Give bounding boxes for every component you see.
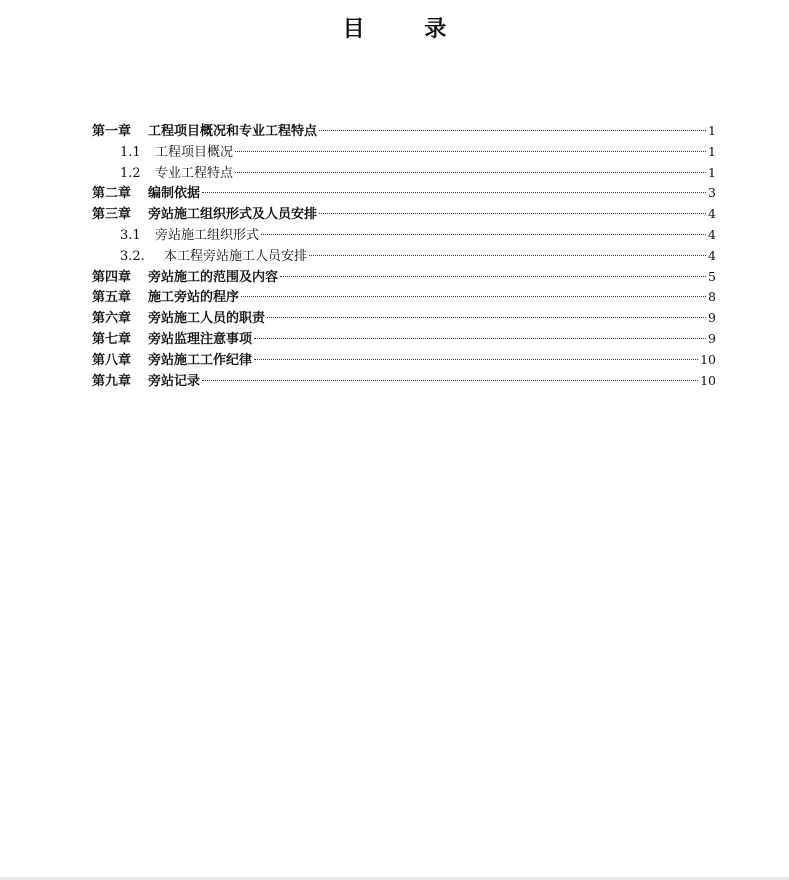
toc-dot-leader	[319, 213, 706, 214]
toc-entry-number: 第二章	[92, 186, 132, 202]
toc-entry-number: 第七章	[92, 331, 132, 347]
toc-entry-title: 旁站记录	[148, 373, 201, 389]
toc-entry-label	[120, 247, 307, 268]
toc-page-number: 8	[708, 289, 716, 305]
toc-dot-leader	[261, 234, 706, 235]
toc-page-number: 4	[708, 206, 716, 222]
toc-entry-label	[92, 309, 265, 330]
toc-entry-title: 旁站施工组织形式及人员安排	[148, 207, 318, 223]
toc-chapter-entry[interactable]	[92, 371, 716, 392]
toc-entry-title: 专业工程特点	[155, 165, 234, 181]
toc-entry-title: 旁站监理注意事项	[148, 331, 253, 347]
toc-entry-label	[92, 122, 317, 143]
toc-page-number: 4	[708, 226, 716, 242]
toc-dot-leader	[319, 130, 706, 131]
toc-chapter-entry[interactable]	[92, 287, 716, 308]
toc-page-number: 1	[708, 143, 716, 159]
toc-page-number: 1	[708, 123, 716, 138]
toc-page-number: 1	[708, 164, 716, 180]
toc-entry-title: 旁站施工工作纪律	[148, 352, 253, 368]
toc-section-entry[interactable]	[92, 225, 716, 246]
toc-page-number: 4	[708, 247, 716, 263]
toc-section-entry[interactable]	[92, 246, 716, 267]
toc-dot-leader	[241, 296, 706, 297]
toc-entry-number: 3.2.	[120, 248, 145, 264]
toc-dot-leader	[202, 380, 698, 381]
toc-entry-label	[92, 330, 252, 351]
toc-dot-leader	[202, 192, 706, 193]
toc-entry-title: 旁站施工的范围及内容	[148, 269, 279, 285]
toc-page-number: 9	[708, 330, 716, 346]
toc-entry-title: 工程项目概况	[155, 144, 234, 160]
toc-chapter-entry[interactable]	[92, 350, 716, 371]
toc-entry-title: 旁站施工人员的职责	[148, 311, 266, 327]
toc-dot-leader	[235, 172, 706, 173]
toc-entry-title: 本工程旁站施工人员安排	[164, 248, 308, 264]
toc-entry-number: 第九章	[92, 373, 132, 389]
toc-page-number: 10	[700, 351, 716, 367]
toc-entry-label	[120, 143, 233, 164]
toc-dot-leader	[280, 276, 706, 277]
toc-entry-number: 第五章	[92, 290, 132, 306]
toc-entry-title: 旁站施工组织形式	[155, 227, 260, 243]
toc-section-entry[interactable]	[92, 163, 716, 184]
toc-entry-number: 第八章	[92, 352, 132, 368]
toc-entry-number: 第四章	[92, 269, 132, 285]
toc-entry-label	[92, 184, 200, 205]
toc-chapter-entry[interactable]	[92, 267, 716, 288]
toc-entry-title: 编制依据	[148, 186, 201, 202]
toc-dot-leader	[235, 151, 706, 152]
toc-entry-label	[92, 288, 239, 309]
toc-entry-label	[120, 164, 233, 185]
toc-dot-leader	[267, 317, 706, 318]
toc-entry-title: 施工旁站的程序	[148, 290, 240, 306]
toc-title: 目 录	[342, 16, 473, 42]
toc-page-number: 9	[708, 310, 716, 326]
toc-section-entry[interactable]	[92, 142, 716, 163]
toc-page-number: 10	[700, 372, 716, 388]
toc-page-number: 5	[708, 268, 716, 284]
toc-dot-leader	[254, 338, 706, 339]
toc-entry-title: 工程项目概况和专业工程特点	[148, 124, 318, 139]
toc-entry-number: 第六章	[92, 311, 132, 327]
toc-entry-number: 第一章	[92, 124, 132, 139]
toc-entry-label	[92, 351, 252, 372]
toc-chapter-entry[interactable]	[92, 204, 716, 225]
toc-entry-number: 1.2	[120, 165, 141, 181]
toc-chapter-entry[interactable]	[92, 329, 716, 350]
toc-chapter-entry[interactable]	[92, 121, 716, 142]
toc-dot-leader	[254, 359, 698, 360]
toc-entry-number: 第三章	[92, 207, 132, 223]
table-of-contents	[92, 121, 716, 391]
toc-entry-label	[120, 226, 259, 247]
toc-chapter-entry[interactable]	[92, 308, 716, 329]
toc-entry-label	[92, 205, 317, 226]
toc-entry-number: 1.1	[120, 144, 141, 160]
toc-dot-leader	[309, 255, 706, 256]
toc-entry-number: 3.1	[120, 227, 141, 243]
toc-chapter-entry[interactable]	[92, 183, 716, 204]
toc-entry-label	[92, 372, 200, 393]
toc-page-number: 3	[708, 185, 716, 201]
toc-entry-label	[92, 268, 278, 289]
